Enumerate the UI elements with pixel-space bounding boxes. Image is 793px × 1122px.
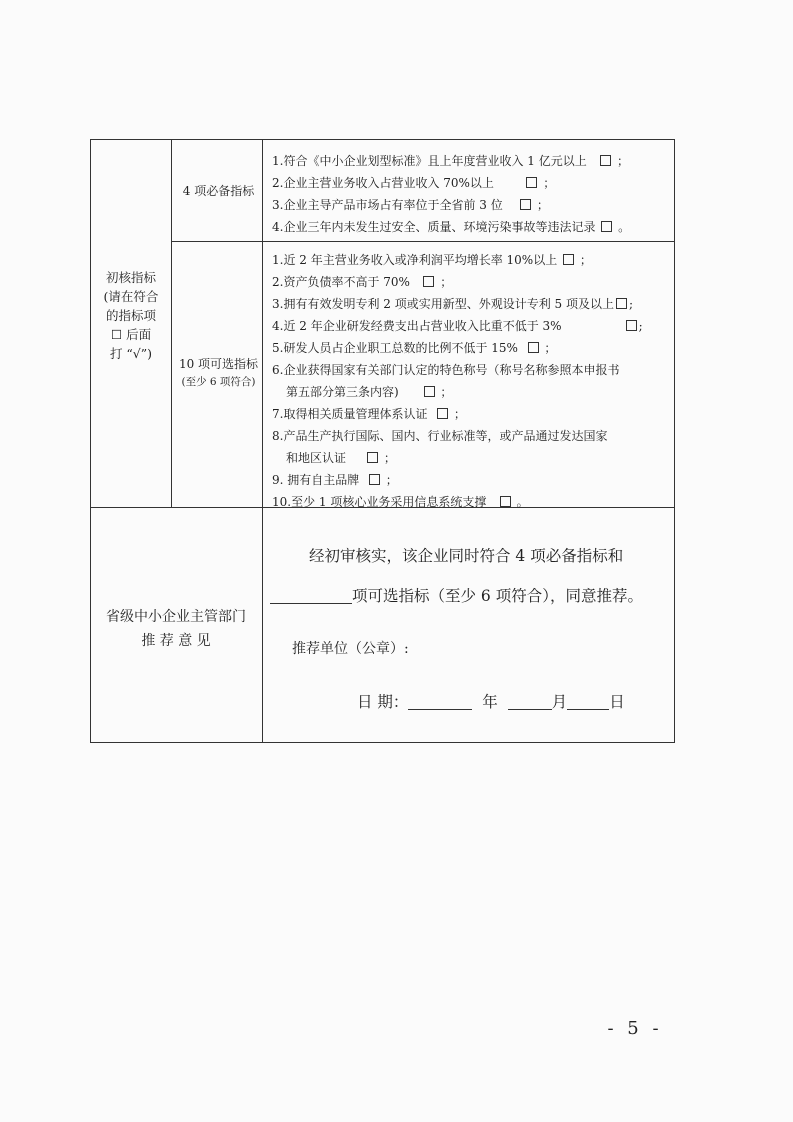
list-item: 9. 拥有自主品牌 ； <box>272 473 398 487</box>
optional-label-main: 10 项可选指标 <box>178 357 259 371</box>
page-number: - 5 - <box>607 1018 663 1039</box>
required-items-list <box>272 150 672 238</box>
checkbox[interactable] <box>500 496 511 507</box>
optional-label-sub: (至少 6 项符合) <box>181 376 256 388</box>
day-field[interactable] <box>567 693 609 710</box>
optional-count-field[interactable] <box>270 587 352 604</box>
checkbox[interactable] <box>437 408 448 419</box>
year-label: 年 <box>482 693 498 711</box>
list-item: 3.拥有有效发明专利 2 项或实用新型、外观设计专利 5 项及以上 ; <box>272 297 634 311</box>
recommending-unit-label: 推荐单位（公章）: <box>292 641 409 657</box>
checkbox[interactable] <box>423 276 434 287</box>
list-item: 2.企业主营业务收入占营业收入 70%以上 ； <box>272 176 556 190</box>
divider <box>171 241 675 242</box>
year-field[interactable] <box>408 693 472 710</box>
list-item: 4.近 2 年企业研发经费支出占营业收入比重不低于 3% ; <box>272 319 643 333</box>
checkbox[interactable] <box>369 474 380 485</box>
checkbox[interactable] <box>520 199 531 210</box>
checkbox[interactable] <box>526 177 537 188</box>
checkbox[interactable] <box>563 254 574 265</box>
list-item: 8.产品生产执行国际、国内、行业标准等，或产品通过发达国家 <box>272 429 608 443</box>
list-item: 10.至少 1 项核心业务采用信息系统支撑 。 <box>272 495 529 509</box>
list-item: 7.取得相关质量管理体系认证 ； <box>272 407 466 421</box>
date-line <box>357 690 625 712</box>
label-line: 初核指标 <box>105 270 156 285</box>
checkbox[interactable] <box>528 342 539 353</box>
checkbox[interactable] <box>601 221 612 232</box>
label-line: ☐ 后面 <box>110 327 152 342</box>
opinion-line-1: 经初审核实，该企业同时符合 4 项必备指标和 <box>309 547 624 565</box>
list-item-continuation: 和地区认证 ； <box>286 451 396 465</box>
checkbox[interactable] <box>626 320 637 331</box>
date-label: 日 期： <box>357 693 409 711</box>
label-line: 省级中小企业主管部门 <box>106 609 246 625</box>
label-line: 的指标项 <box>105 308 156 323</box>
list-item-continuation: 第五部分第三条内容) ； <box>286 385 453 399</box>
opinion-line-2: 项可选指标（至少 6 项符合），同意推荐。 <box>270 584 643 606</box>
list-item: 6.企业获得国家有关部门认定的特色称号（称号名称参照本申报书 <box>272 363 620 377</box>
first-check-label <box>90 268 172 363</box>
month-field[interactable] <box>508 693 552 710</box>
list-item: 4.企业三年内未发生过安全、质量、环境污染事故等违法记录 。 <box>272 220 631 234</box>
label-line: (请在符合 <box>103 289 159 304</box>
list-item: 1.近 2 年主营业务收入或净利润平均增长率 10%以上 ； <box>272 253 592 267</box>
list-item: 1.符合《中小企业划型标准》且上年度营业收入 1 亿元以上 ； <box>272 154 630 168</box>
day-label: 日 <box>609 693 625 711</box>
label-line: 打 “√”) <box>109 346 153 361</box>
optional-items-list <box>272 249 672 513</box>
month-label: 月 <box>551 693 568 711</box>
checkbox[interactable] <box>367 452 378 463</box>
label-line: 推 荐 意 见 <box>141 633 211 649</box>
checkbox[interactable] <box>600 155 611 166</box>
optional-indicators-label <box>172 355 265 391</box>
list-item: 5.研发人员占企业职工总数的比例不低于 15% ； <box>272 341 557 355</box>
list-item: 3.企业主导产品市场占有率位于全省前 3 位 ； <box>272 198 549 212</box>
required-indicators-label: 4 项必备指标 <box>182 184 255 198</box>
province-opinion-label <box>90 605 262 653</box>
list-item: 2.资产负债率不高于 70% ； <box>272 275 453 289</box>
divider <box>262 139 263 743</box>
checkbox[interactable] <box>424 386 435 397</box>
checkbox[interactable] <box>616 298 627 309</box>
